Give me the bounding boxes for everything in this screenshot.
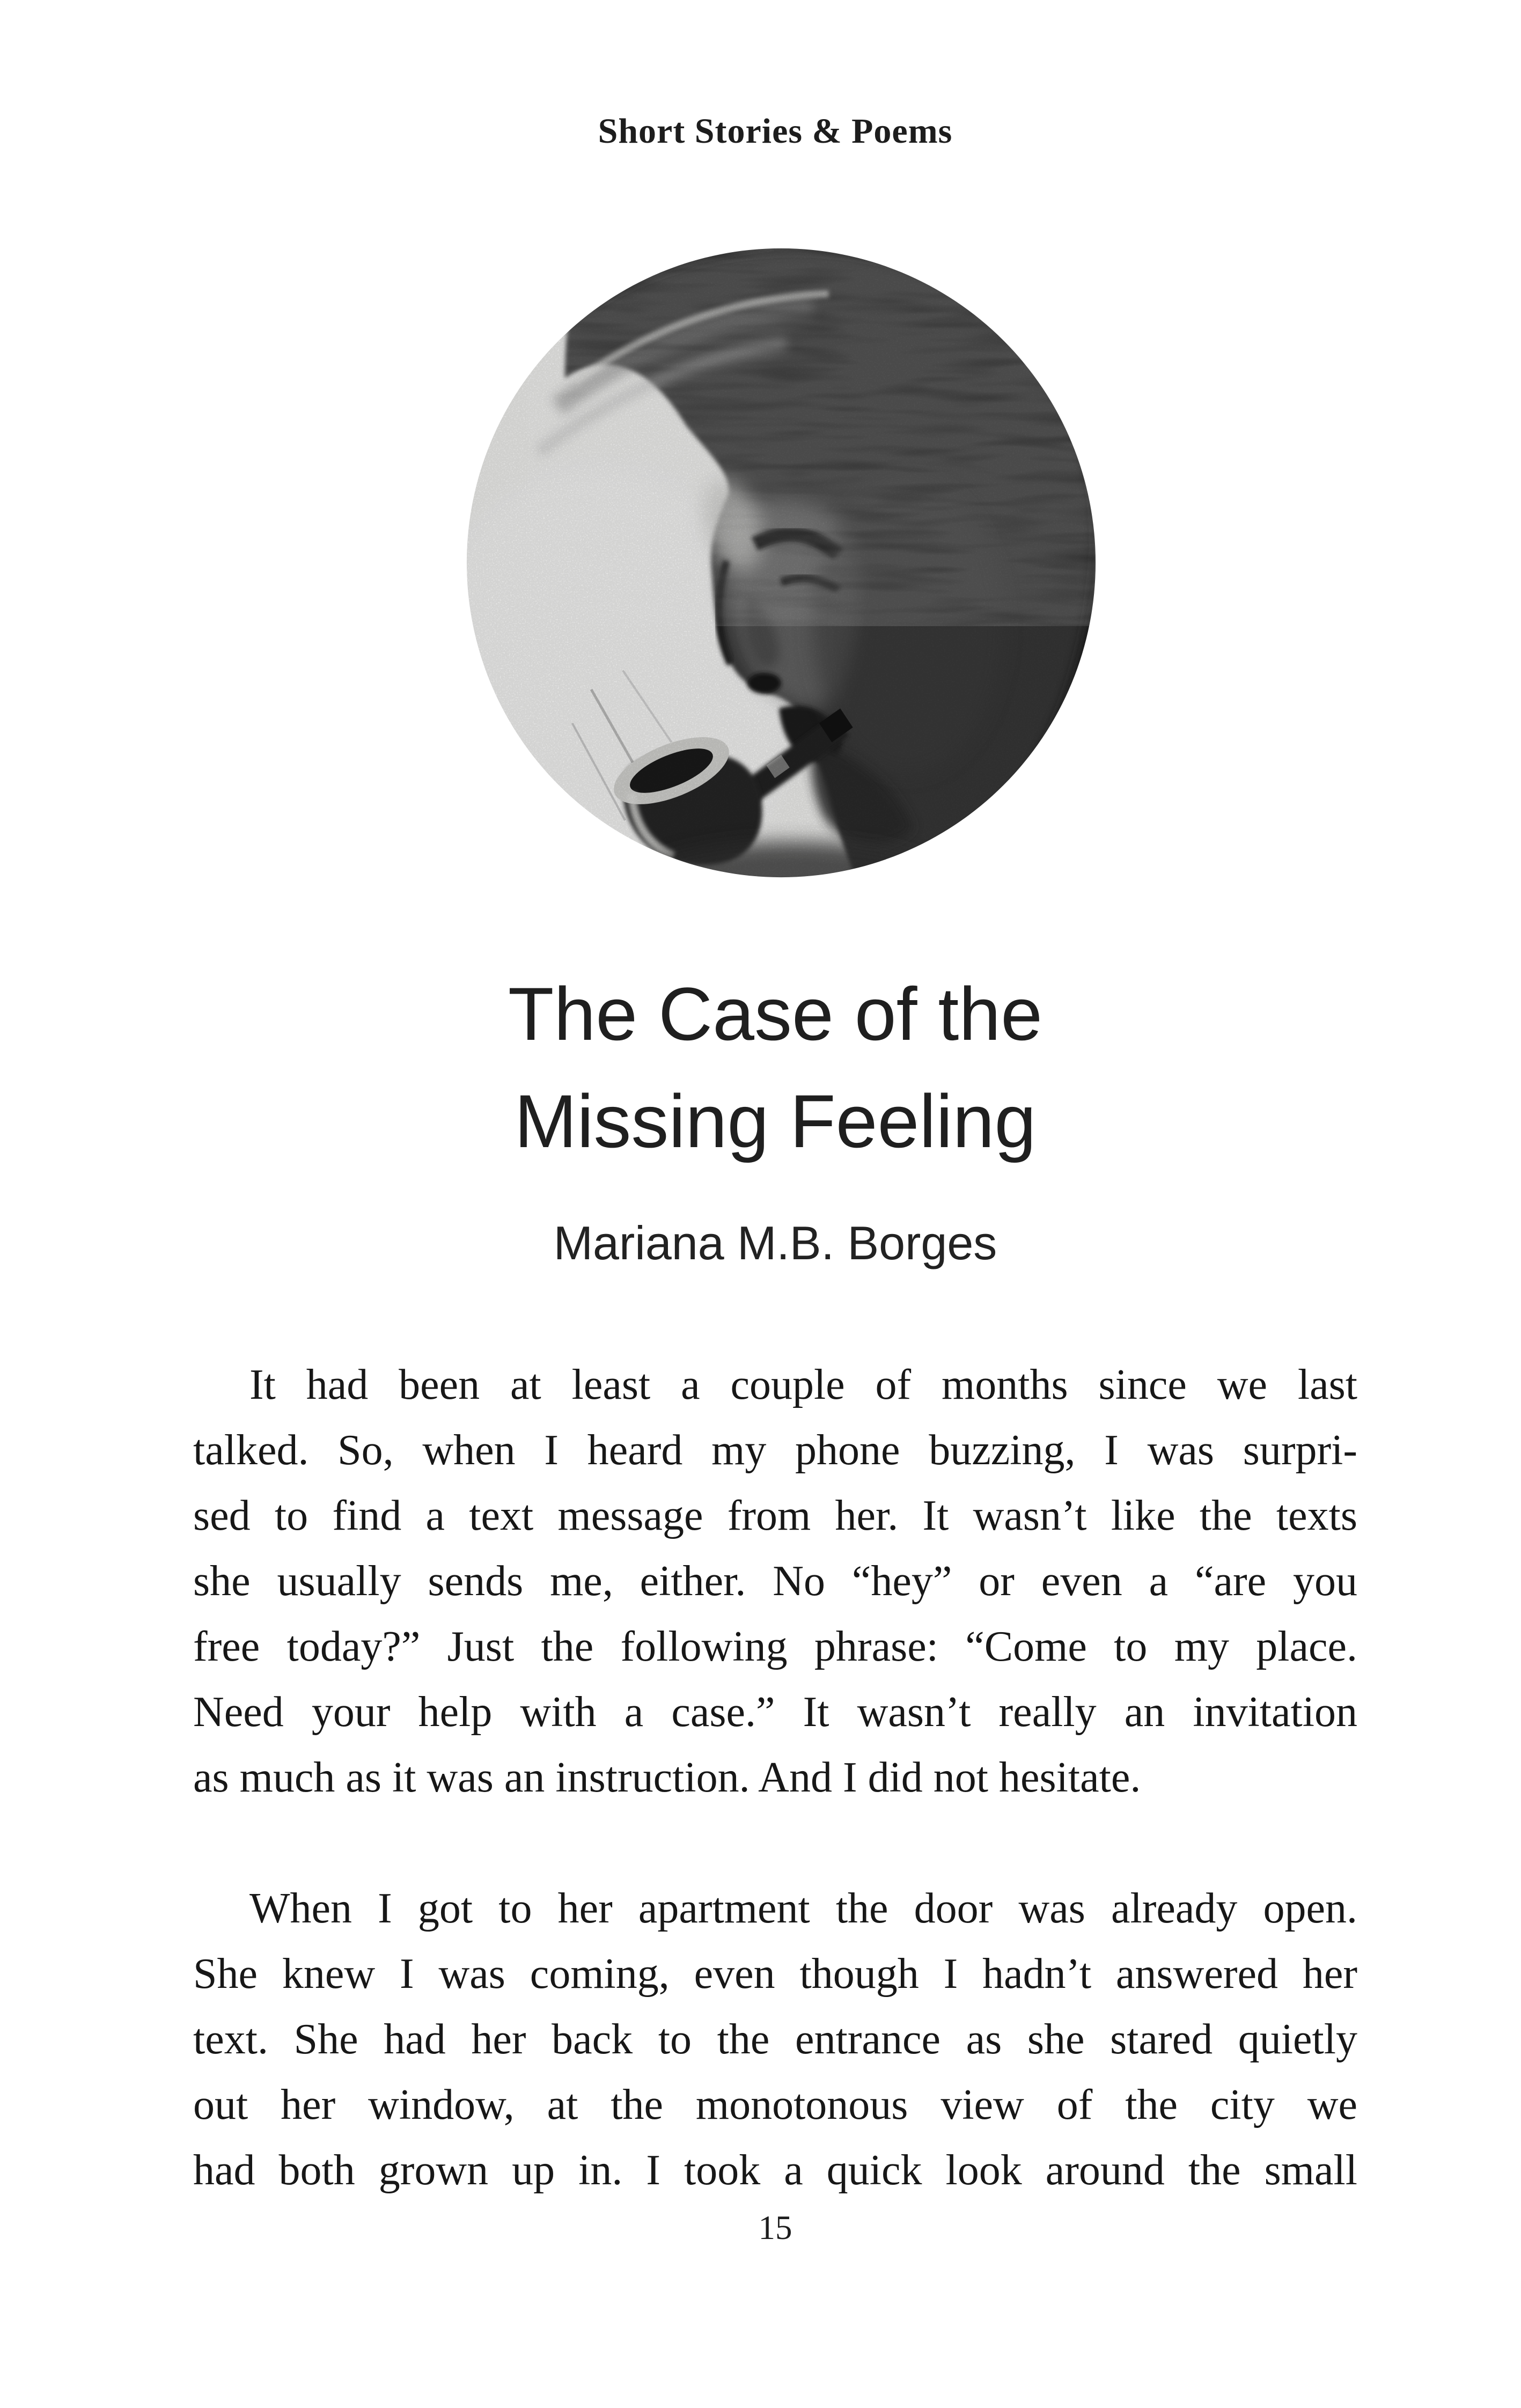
story-title-line-2: Missing Feeling xyxy=(514,1079,1037,1163)
story-line: talked. So, when I heard my phone buzzing, I was surpri- xyxy=(193,1427,1357,1474)
story-line: It had been at least a couple of months since we last xyxy=(249,1361,1357,1408)
story-line: text. She had her back to the entrance as she stared quietly xyxy=(193,2016,1357,2063)
story-line: When I got to her apartment the door was already open. xyxy=(249,1885,1357,1932)
story-paragraph-2 xyxy=(193,1876,1357,2203)
story-body xyxy=(193,1352,1357,2203)
story-line: sed to find a text message from her. It wasn’t like the texts xyxy=(193,1492,1357,1539)
running-head: Short Stories & Poems xyxy=(598,112,953,151)
story-line: out her window, at the monotonous view of the city we xyxy=(193,2081,1357,2128)
story-line: Need your help with a case.” It wasn’t really an invitation xyxy=(193,1688,1357,1736)
story-title xyxy=(139,960,1411,1175)
story-paragraph-1 xyxy=(193,1352,1357,1810)
story-line: as much as it was an instruction. And I did not hesitate. xyxy=(193,1754,1141,1801)
story-line: free today?” Just the following phrase: “Come to my place. xyxy=(193,1623,1357,1670)
illustration-frame xyxy=(465,246,1098,879)
detective-pipe-illustration xyxy=(465,246,1098,879)
author-byline: Mariana M.B. Borges xyxy=(553,1216,997,1269)
story-line: She knew I was coming, even though I hadn’t answered her xyxy=(193,1950,1357,1998)
page-number: 15 xyxy=(758,2209,792,2247)
story-line: had both grown up in. I took a quick look around the small xyxy=(193,2147,1357,2194)
story-line: she usually sends me, either. No “hey” or even a “are you xyxy=(193,1558,1357,1605)
story-title-line-1: The Case of the xyxy=(508,972,1043,1056)
